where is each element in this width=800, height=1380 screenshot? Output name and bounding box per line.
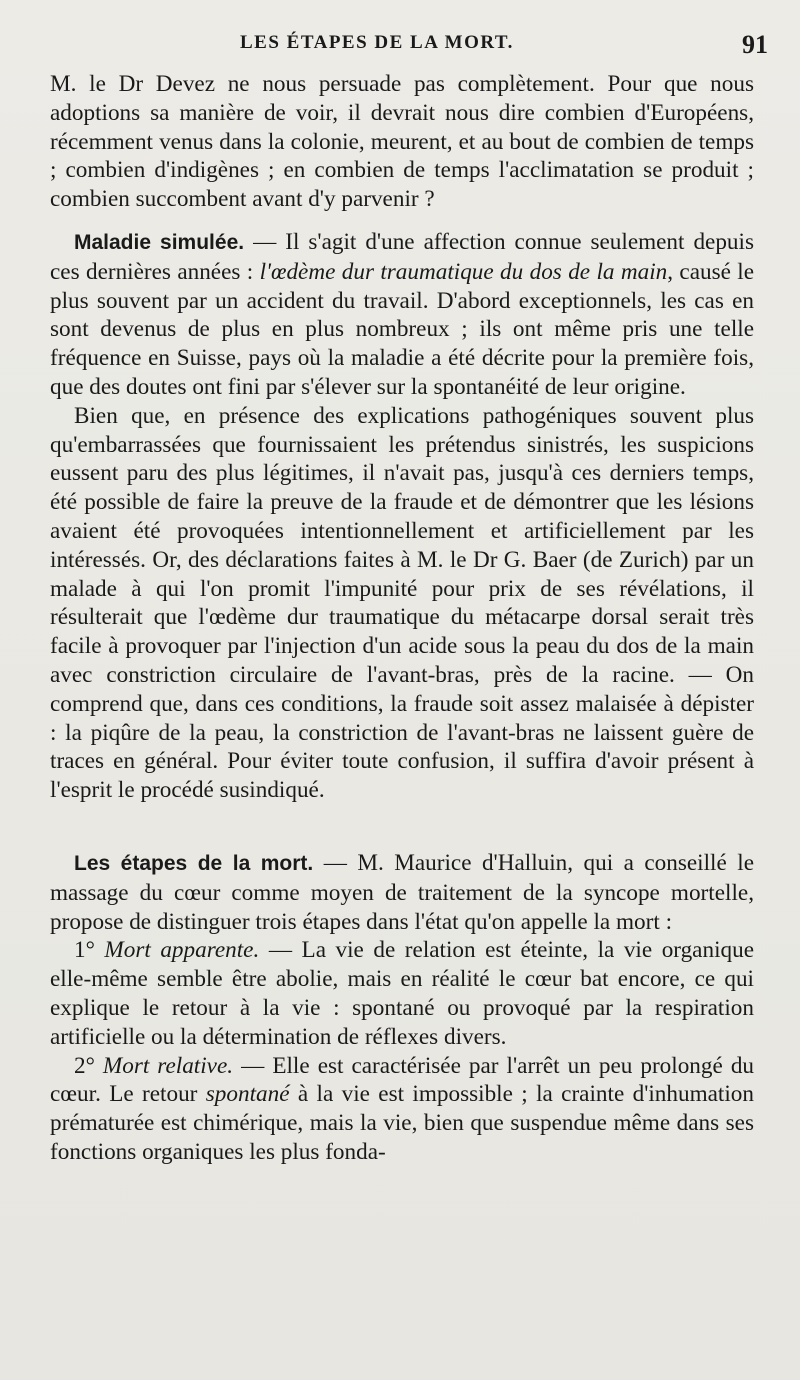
page-body [50, 70, 754, 1167]
item-number: 1° [74, 937, 105, 964]
item-title: Mort apparente. [104, 937, 260, 964]
section-heading: Les étapes de la mort. [74, 851, 314, 875]
page-number: 91 [742, 30, 768, 59]
section-text: , causé le plus souvent par un accident du travail. D'abord exceptionnels, les cas en sont devenus de plus en plus nombreux ; ils ont même pris une telle fréquence en Suisse, pays où la maladie a été décrite pour la première fois, que des doutes ont fini par s'élever sur la spontanéité de leur origine. [50, 258, 754, 400]
section-maladie-simulee [50, 228, 754, 402]
item-title: Mort relative. [102, 1052, 234, 1079]
item-italic: spontané [205, 1081, 290, 1108]
section-heading: Maladie simulée. [74, 230, 245, 254]
section-text: — M. Maurice d'Halluin, qui a conseillé le massage du cœur comme moyen de traitement de la syncope mortelle, propose de distinguer trois étapes dans l'état qu'on appelle la mort : [50, 849, 754, 935]
item-number: 2° [74, 1052, 103, 1079]
section-text: — Il s'agit d'une affection connue seulement depuis ces dernières années : [50, 228, 754, 285]
item-text: — Elle est caractérisée par l'arrêt un peu prolongé du cœur. Le retour [50, 1052, 755, 1108]
running-title: LES ÉTAPES DE LA MORT. [240, 32, 514, 53]
section-italic: l'œdème dur traumatique du dos de la main [259, 258, 668, 285]
list-item [50, 1052, 754, 1167]
list-item [50, 936, 754, 1051]
running-head [0, 30, 800, 70]
paragraph: Bien que, en présence des explications pathogéniques souvent plus qu'embarrassées que fournissaient les prétendus sinistrés, les suspicions eussent paru des plus légitimes, il n'avait pas, jusqu'à ces derniers temps, été possible de faire la preuve de la fraude et de démontrer que les lésions avaient été provoquées intentionnellement et artificiellement par les intéressés. Or, des déclarations faites à M. le Dr G. Baer (de Zurich) par un malade à qui l'on promit l'impunité pour prix de ses révélations, il résulterait que l'œdème dur traumatique du métacarpe dorsal serait très facile à provoquer par l'injection d'un acide sous la peau du dos de la main avec constriction circulaire de l'avant-bras, près de la racine. — On comprend que, dans ces conditions, la fraude soit assez malaisée à dépister : la piqûre de la peau, la constriction de l'avant-bras ne laissent guère de traces en général. Pour éviter toute confusion, il suffira d'avoir présent à l'esprit le procédé susindiqué. [50, 402, 754, 804]
item-text: à la vie est impossible ; la crainte d'inhumation prématurée est chimérique, mais la vie, bien que suspendue même dans ses fonctions organiques les plus fonda- [50, 1081, 754, 1165]
section-etapes-mort [50, 849, 754, 936]
item-text: — La vie de relation est éteinte, la vie organique elle-même semble être abolie, mais en réalité le cœur bat encore, ce qui explique le retour à la vie : spontané ou provoqué par la respiration artificielle ou la détermination de réflexes divers. [50, 937, 754, 1050]
intro-paragraph: M. le Dr Devez ne nous persuade pas complètement. Pour que nous adoptions sa manière de voir, il devrait nous dire combien d'Européens, récemment venus dans la colonie, meurent, et au bout de combien de temps ; combien d'indigènes ; en combien de temps l'acclimatation se produit ; combien succombent avant d'y parvenir ? [50, 71, 754, 213]
